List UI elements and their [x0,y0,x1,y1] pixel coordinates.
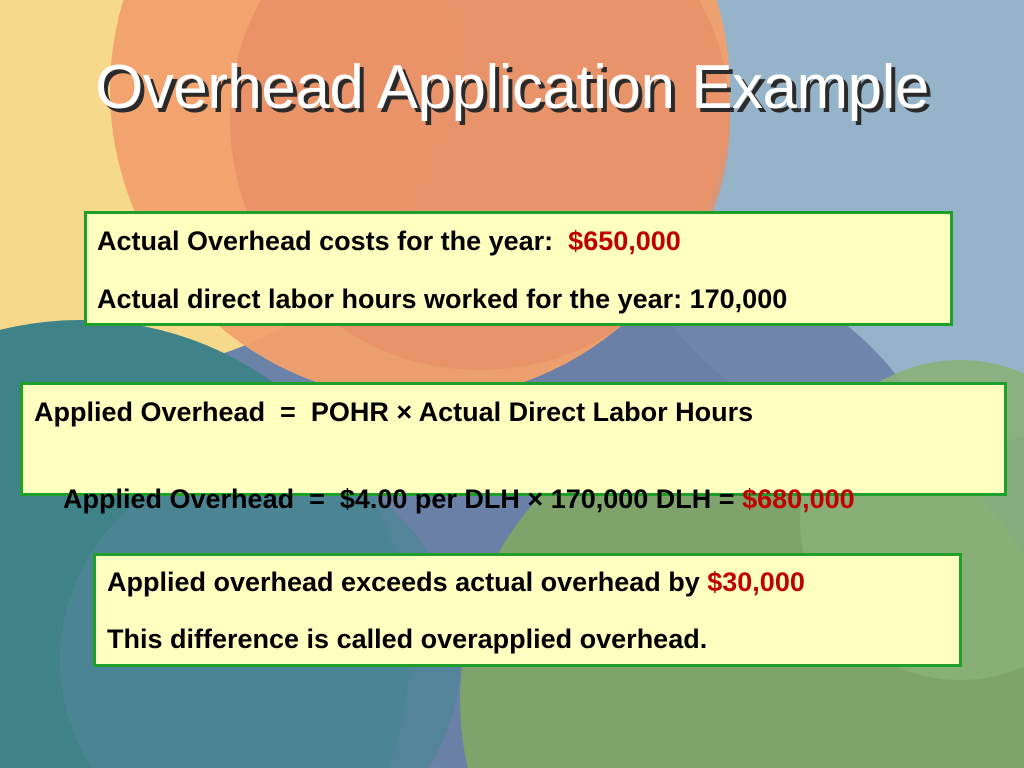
actual-overhead-line [97,226,681,257]
exceeds-line [107,567,805,598]
exceeds-label: Applied overhead exceeds actual overhead by [107,567,700,597]
slide-title: Overhead Application Example [95,53,929,122]
applied-calc-label: Applied Overhead = $4.00 per DLH × 170,000 DLH = [63,484,735,514]
applied-overhead-value: $680,000 [742,484,855,514]
actual-overhead-value: $650,000 [568,226,681,256]
overapplied-definition: This difference is called overapplied overhead. [107,624,708,654]
actual-hours-line: Actual direct labor hours worked for the year: 170,000 [97,284,788,314]
overapplied-amount: $30,000 [707,567,805,597]
overapplied-box [93,553,962,667]
applied-formula-line: Applied Overhead = POHR × Actual Direct Labor Hours [34,397,754,427]
actual-overhead-label: Actual Overhead costs for the year: [97,226,554,256]
applied-overhead-box [20,382,1007,514]
actual-overhead-box [84,211,953,326]
applied-calc-line [34,453,855,546]
